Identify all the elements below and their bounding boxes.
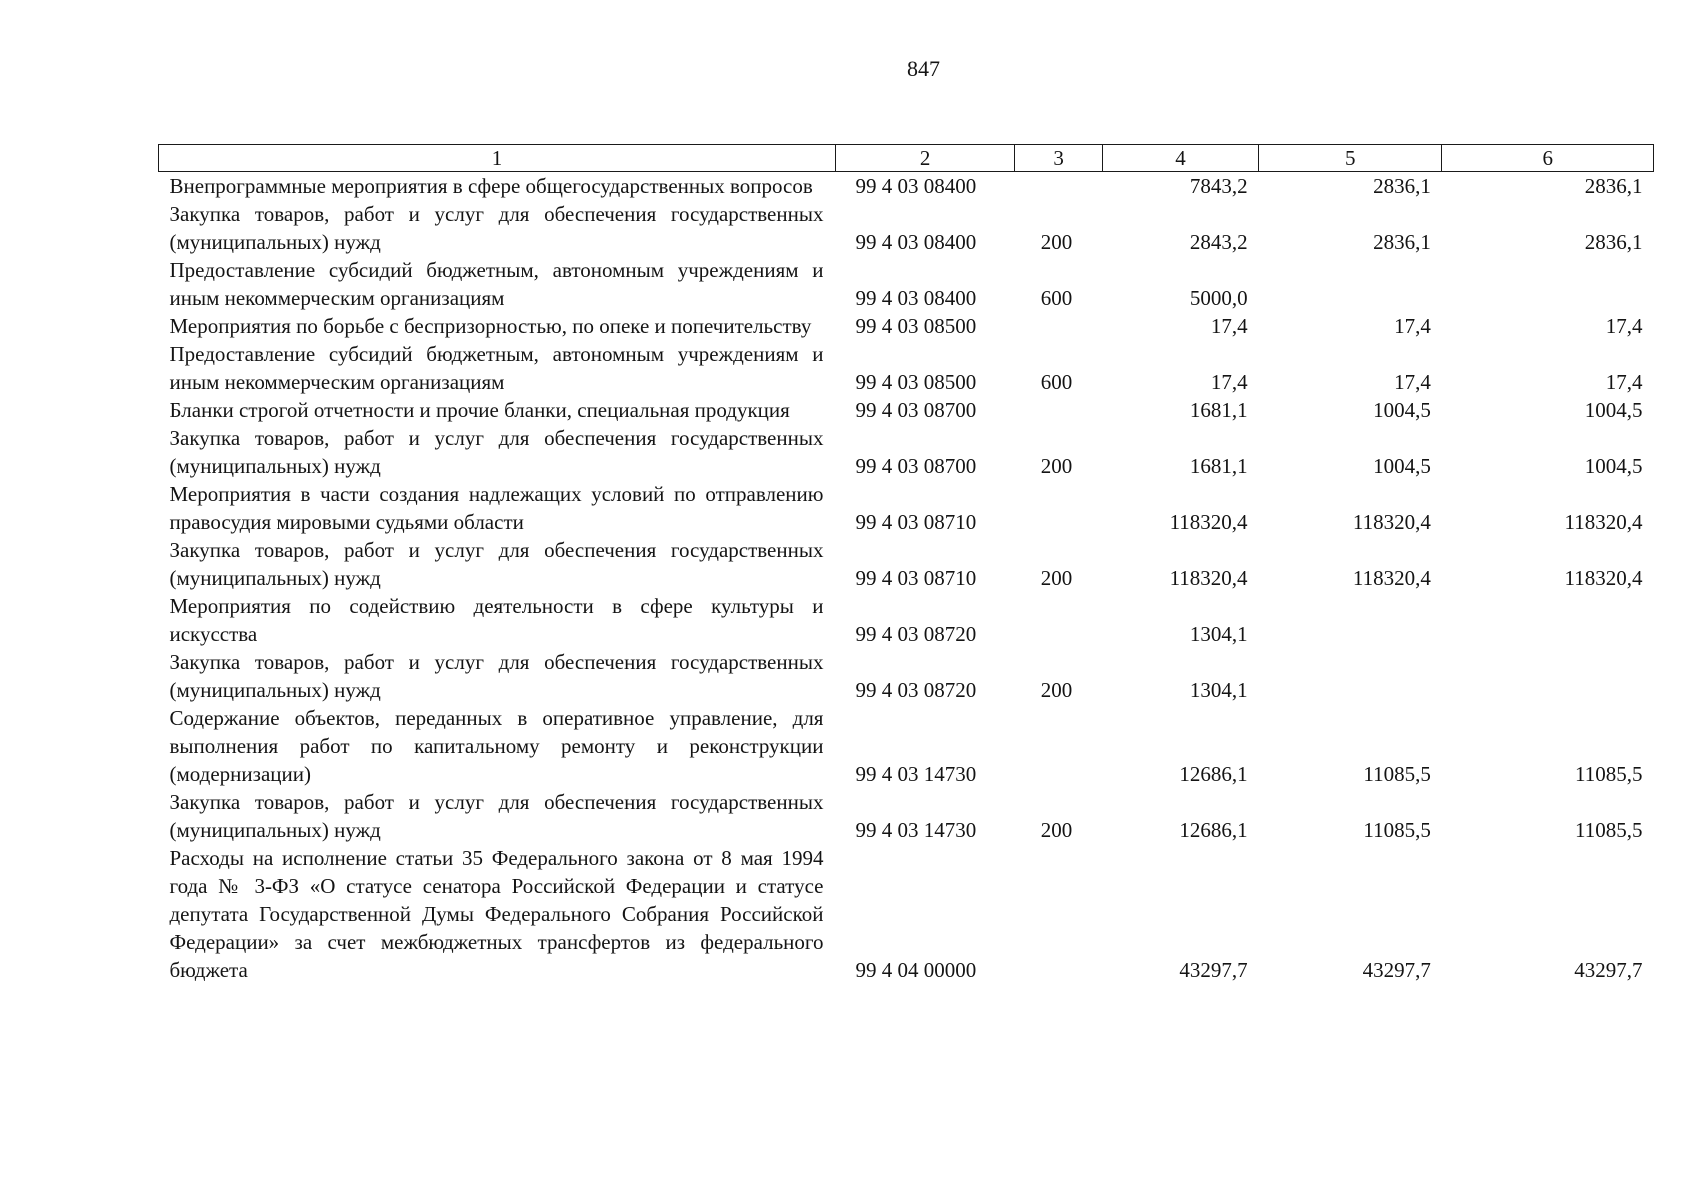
row-code: 99 4 03 08710 (855, 566, 977, 590)
row-value-col5: 118320,4 (1352, 566, 1431, 590)
row-expense-type (1015, 312, 1103, 340)
row-value-col4: 12686,1 (1179, 818, 1248, 842)
table-row (159, 256, 1654, 312)
table-row (159, 340, 1654, 396)
row-expense-type (1015, 704, 1103, 788)
row-value-col5: 17,4 (1394, 314, 1431, 338)
row-name: Бланки строгой отчетности и прочие бланки, специальная продукция (169, 398, 790, 422)
table-header-row (159, 145, 1654, 172)
table-body (159, 172, 1654, 985)
row-expense-type: 200 (1040, 230, 1073, 254)
row-name: Предоставление субсидий бюджетным, автономным учреждениям и иным некоммерческим организациям (169, 258, 824, 310)
row-code: 99 4 03 08500 (855, 314, 977, 338)
row-value-col5: 43297,7 (1362, 958, 1431, 982)
row-value-col6: 17,4 (1605, 314, 1643, 338)
row-expense-type: 200 (1040, 818, 1073, 842)
row-name: Закупка товаров, работ и услуг для обеспечения государственных (муниципальных) нужд (169, 538, 824, 590)
row-value-col5: 11085,5 (1363, 762, 1431, 786)
row-name: Мероприятия по борьбе с беспризорностью, по опеке и попечительству (169, 314, 812, 338)
row-expense-type (1015, 844, 1103, 984)
row-value-col5 (1259, 592, 1442, 648)
table-row (159, 172, 1654, 201)
row-expense-type: 600 (1040, 370, 1073, 394)
row-value-col5: 1004,5 (1373, 454, 1431, 478)
table-row (159, 200, 1654, 256)
row-expense-type (1015, 480, 1103, 536)
row-value-col6: 11085,5 (1575, 818, 1643, 842)
row-name: Мероприятия в части создания надлежащих условий по отправлению правосудия мировыми судьями области (169, 482, 824, 534)
table-row (159, 396, 1654, 424)
table-row (159, 592, 1654, 648)
row-code: 99 4 03 08700 (855, 454, 977, 478)
row-name: Закупка товаров, работ и услуг для обеспечения государственных (муниципальных) нужд (169, 790, 824, 842)
row-value-col4: 5000,0 (1189, 286, 1248, 310)
row-value-col5 (1259, 256, 1442, 312)
table-row (159, 536, 1654, 592)
row-value-col6: 1004,5 (1584, 398, 1643, 422)
row-value-col4: 1304,1 (1189, 678, 1248, 702)
page-number: 847 (907, 56, 940, 81)
row-value-col4: 118320,4 (1169, 510, 1248, 534)
row-value-col6: 118320,4 (1564, 566, 1643, 590)
row-value-col4: 17,4 (1210, 370, 1248, 394)
row-code: 99 4 03 08500 (855, 370, 977, 394)
row-value-col6: 2836,1 (1584, 174, 1643, 198)
header-col-4: 4 (1102, 145, 1258, 172)
row-value-col4: 1681,1 (1189, 454, 1248, 478)
row-name: Закупка товаров, работ и услуг для обеспечения государственных (муниципальных) нужд (169, 202, 824, 254)
row-value-col4: 17,4 (1210, 314, 1248, 338)
row-expense-type (1015, 396, 1103, 424)
row-expense-type: 200 (1040, 566, 1073, 590)
header-col-2: 2 (835, 145, 1014, 172)
row-value-col6: 43297,7 (1574, 958, 1643, 982)
header-col-6: 6 (1442, 145, 1654, 172)
table-row (159, 844, 1654, 984)
row-expense-type (1015, 172, 1103, 201)
row-expense-type (1015, 592, 1103, 648)
row-name: Мероприятия по содействию деятельности в сфере культуры и искусства (169, 594, 824, 646)
row-value-col5: 1004,5 (1373, 398, 1431, 422)
row-expense-type: 200 (1040, 678, 1073, 702)
row-name: Предоставление субсидий бюджетным, автономным учреждениям и иным некоммерческим организациям (169, 342, 824, 394)
row-code: 99 4 04 00000 (855, 958, 977, 982)
table-row (159, 788, 1654, 844)
row-value-col6: 2836,1 (1584, 230, 1643, 254)
row-name: Расходы на исполнение статьи 35 Федерального закона от 8 мая 1994 года № 3-ФЗ «О статусе сенатора Российской Федерации и статусе депутата Государственной Думы Федерального Собрания Российской Федерации» за счет межбюджетных трансфертов из федерального бюджета (169, 846, 824, 982)
row-name: Закупка товаров, работ и услуг для обеспечения государственных (муниципальных) нужд (169, 426, 824, 478)
row-value-col6: 1004,5 (1584, 454, 1643, 478)
row-name: Содержание объектов, переданных в оперативное управление, для выполнения работ по капитальному ремонту и реконструкции (модернизации) (169, 706, 824, 786)
table-row (159, 424, 1654, 480)
row-value-col4: 7843,2 (1189, 174, 1248, 198)
row-expense-type: 600 (1040, 286, 1073, 310)
row-code: 99 4 03 14730 (855, 762, 977, 786)
row-value-col4: 2843,2 (1189, 230, 1248, 254)
table-row (159, 480, 1654, 536)
row-value-col6 (1442, 648, 1654, 704)
header-col-1: 1 (159, 145, 836, 172)
row-value-col6 (1442, 256, 1654, 312)
row-value-col6: 11085,5 (1575, 762, 1643, 786)
budget-table (158, 144, 1654, 984)
row-code: 99 4 03 08720 (855, 622, 977, 646)
row-value-col5: 2836,1 (1373, 174, 1431, 198)
table-row (159, 704, 1654, 788)
table-row (159, 312, 1654, 340)
row-code: 99 4 03 08400 (855, 230, 977, 254)
row-value-col5: 11085,5 (1363, 818, 1431, 842)
row-name: Закупка товаров, работ и услуг для обеспечения государственных (муниципальных) нужд (169, 650, 824, 702)
row-code: 99 4 03 08710 (855, 510, 977, 534)
row-expense-type: 200 (1040, 454, 1073, 478)
row-value-col4: 12686,1 (1179, 762, 1248, 786)
row-value-col6 (1442, 592, 1654, 648)
row-value-col4: 43297,7 (1179, 958, 1248, 982)
row-value-col4: 118320,4 (1169, 566, 1248, 590)
table-row (159, 648, 1654, 704)
row-value-col5: 17,4 (1394, 370, 1431, 394)
row-code: 99 4 03 08720 (855, 678, 977, 702)
row-value-col5 (1259, 648, 1442, 704)
row-value-col5: 118320,4 (1352, 510, 1431, 534)
row-name: Внепрограммные мероприятия в сфере общегосударственных вопросов (169, 174, 813, 198)
row-value-col6: 118320,4 (1564, 510, 1643, 534)
row-value-col4: 1304,1 (1189, 622, 1248, 646)
row-code: 99 4 03 08700 (855, 398, 977, 422)
row-value-col4: 1681,1 (1189, 398, 1248, 422)
header-col-5: 5 (1259, 145, 1442, 172)
row-code: 99 4 03 08400 (855, 174, 977, 198)
header-col-3: 3 (1015, 145, 1103, 172)
row-code: 99 4 03 14730 (855, 818, 977, 842)
row-value-col6: 17,4 (1605, 370, 1643, 394)
row-value-col5: 2836,1 (1373, 230, 1431, 254)
row-code: 99 4 03 08400 (855, 286, 977, 310)
